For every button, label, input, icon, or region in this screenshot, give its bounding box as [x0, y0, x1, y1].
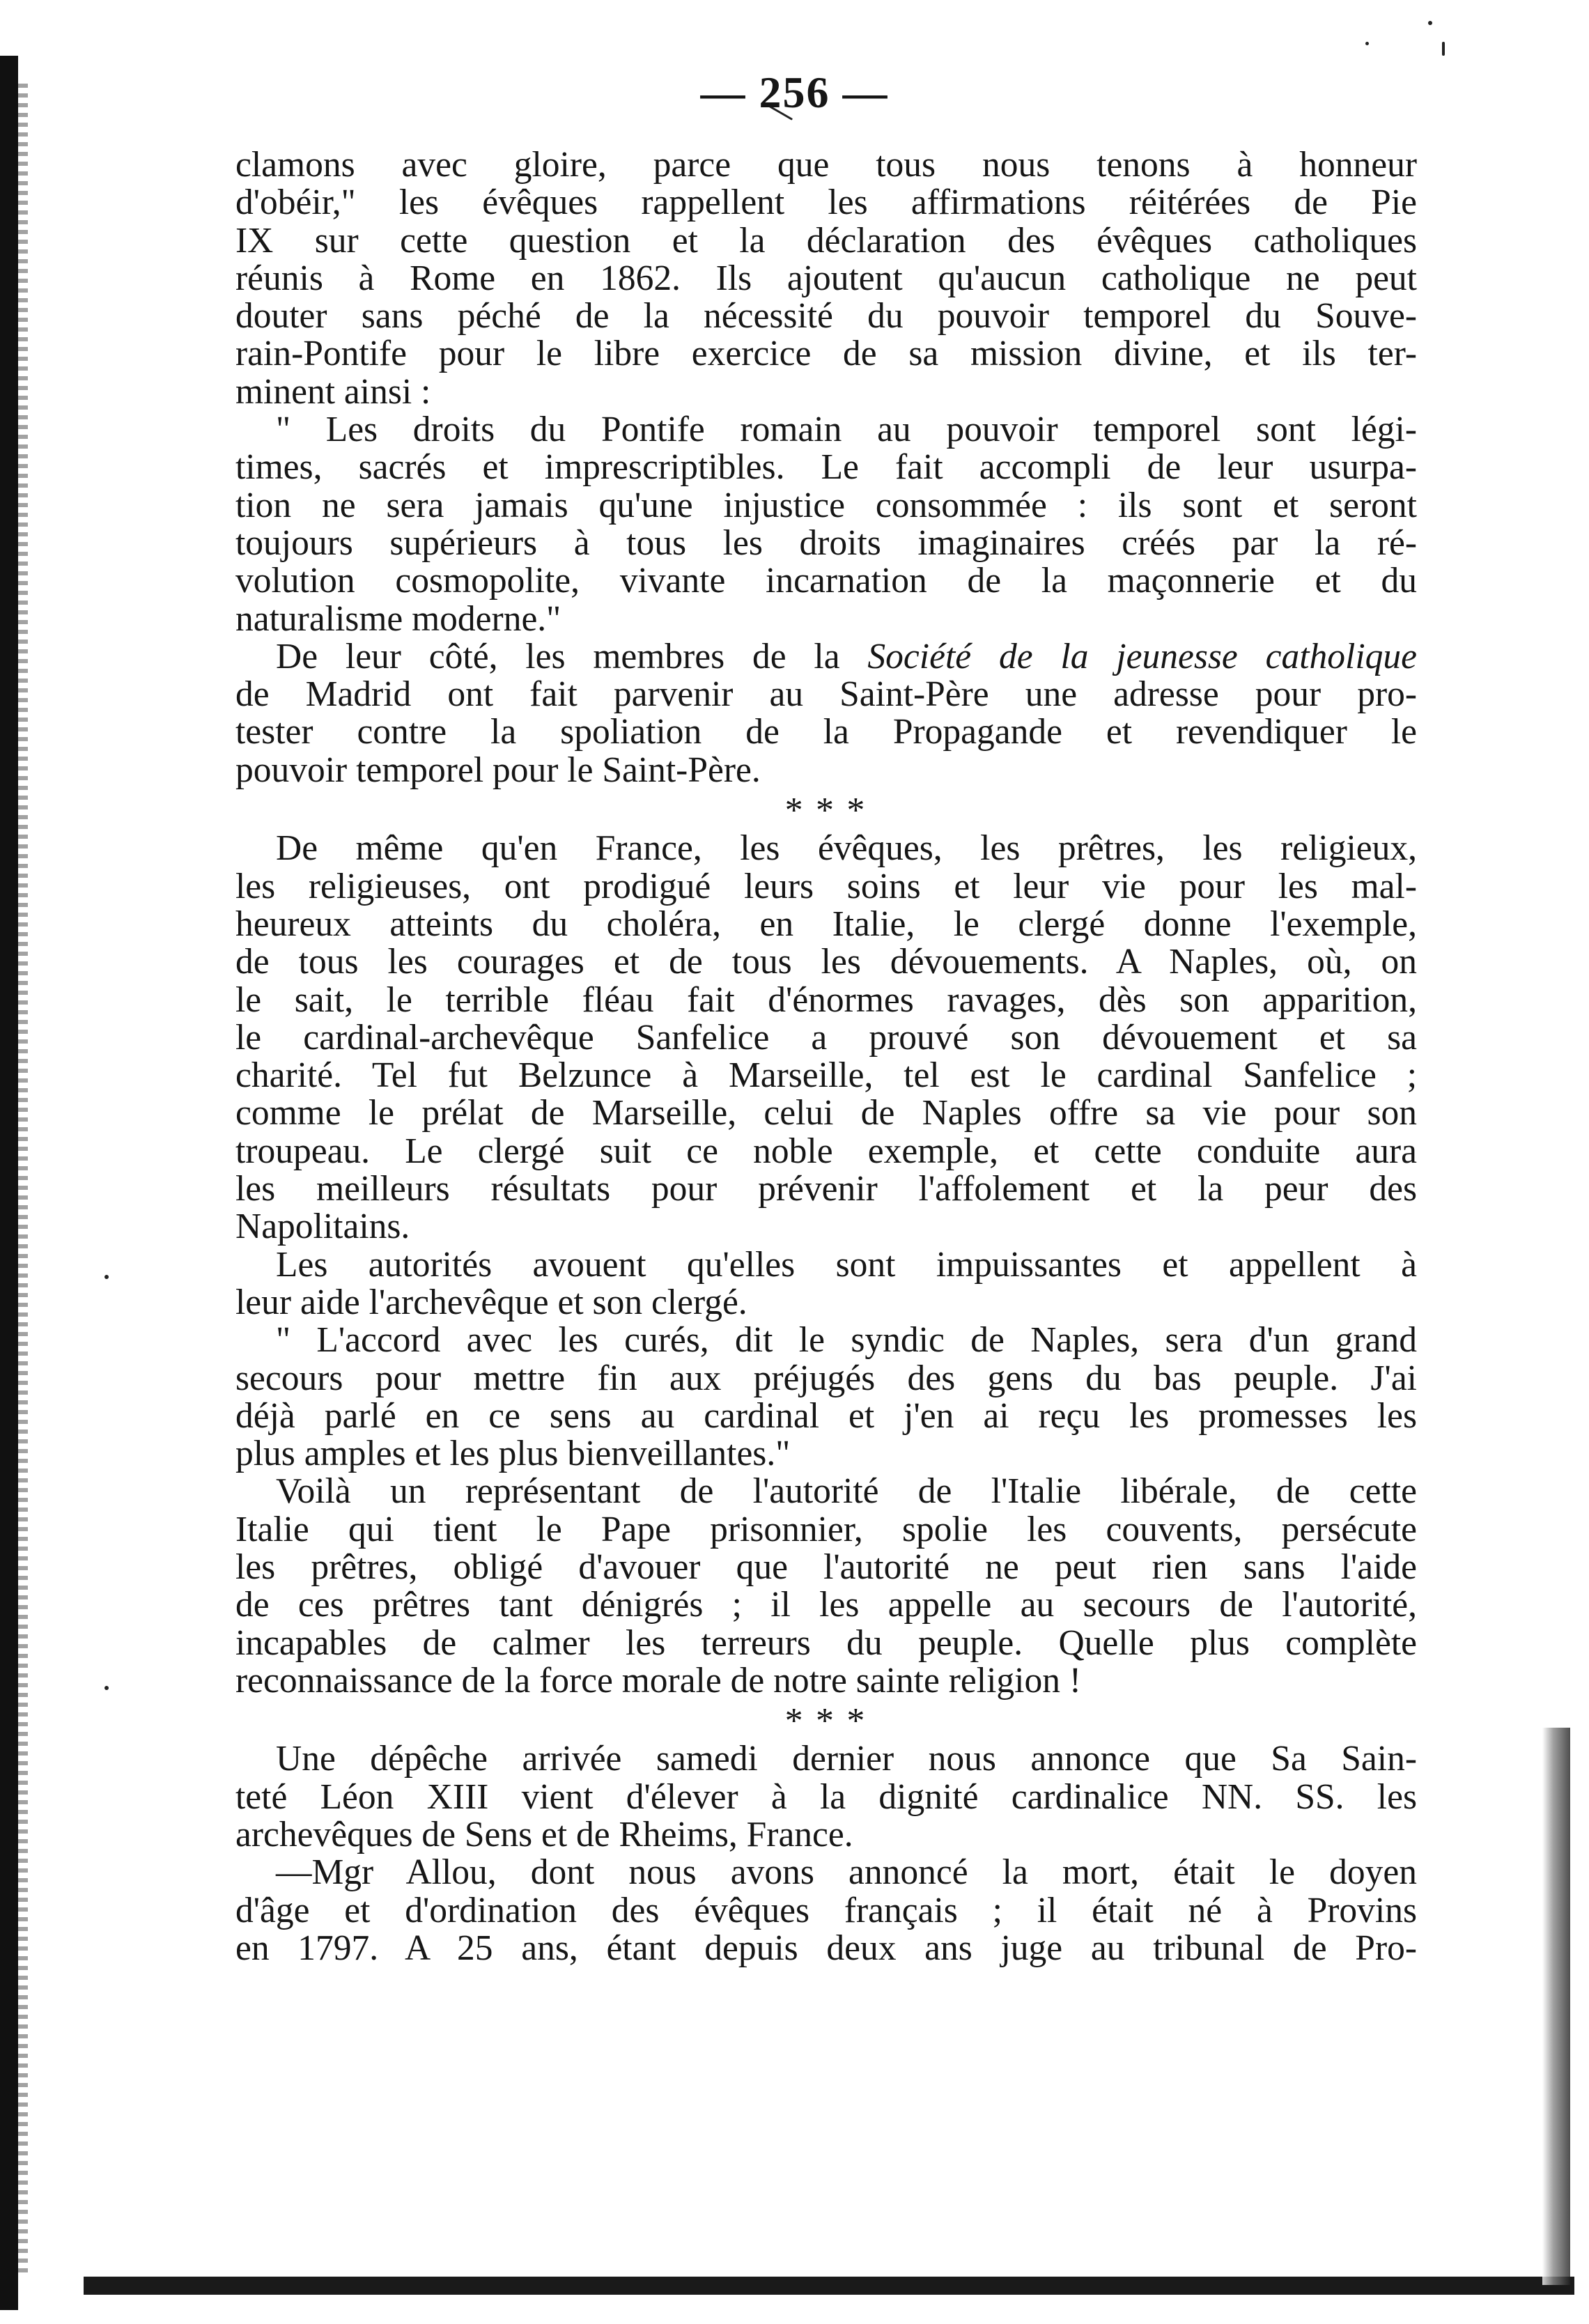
text-line: " L'accord avec les curés, dit le syndic de Naples, sera d'un grand	[276, 1320, 1417, 1361]
text-line: tion ne sera jamais qu'une injustice consommée : ils sont et seront	[235, 485, 1417, 525]
text-line: minent ainsi :	[235, 371, 431, 412]
text-line: d'âge et d'ordination des évêques français ; il était né à Provins	[235, 1890, 1417, 1930]
text-line: teté Léon XIII vient d'élever à la dignité cardinalice NN. SS. les	[235, 1776, 1417, 1817]
text-line: de ces prêtres tant dénigrés ; il les appelle au secours de l'autorité,	[235, 1585, 1417, 1625]
text-line: " Les droits du Pontife romain au pouvoir temporel sont légi-	[276, 410, 1417, 450]
text-line: le sait, le terrible fléau fait d'énormes ravages, dès son apparition,	[235, 979, 1417, 1020]
text-line: plus amples et les plus bienveillantes."	[235, 1434, 791, 1474]
text-line: d'obéir," les évêques rappellent les affirmations réitérées de Pie	[235, 183, 1417, 223]
text-line: volution cosmopolite, vivante incarnation de la maçonnerie et du	[235, 561, 1417, 601]
text-line: douter sans péché de la nécessité du pouvoir temporel du Souve-	[235, 296, 1417, 336]
text-line: comme le prélat de Marseille, celui de Naples offre sa vie pour son	[235, 1093, 1417, 1133]
scan-speck	[1428, 21, 1432, 25]
text-line: rain-Pontife pour le libre exercice de sa mission divine, et ils ter-	[235, 334, 1417, 374]
text-line: charité. Tel fut Belzunce à Marseille, tel est le cardinal Sanfelice ;	[235, 1055, 1417, 1096]
text-line: clamons avec gloire, parce que tous nous tenons à honneur	[235, 145, 1417, 185]
scan-right-edge	[1542, 1728, 1570, 2285]
text-line: times, sacrés et imprescriptibles. Le fait accompli de leur usurpa-	[235, 447, 1417, 488]
text-line: troupeau. Le clergé suit ce noble exemple, et cette conduite aura	[235, 1131, 1417, 1171]
italic-title: Société de la jeunesse catholique	[867, 636, 1418, 676]
scan-binding-edge	[0, 56, 18, 2310]
text-line: les religieuses, ont prodigué leurs soins et leur vie pour les mal-	[235, 866, 1417, 906]
text-line: heureux atteints du choléra, en Italie, le clergé donne l'exemple,	[235, 904, 1417, 944]
text-line: incapables de calmer les terreurs du peuple. Quelle plus complète	[235, 1622, 1417, 1663]
text-line: secours pour mettre fin aux préjugés des gens du bas peuple. J'ai	[235, 1358, 1417, 1398]
text-line: archevêques de Sens et de Rheims, France.	[235, 1815, 853, 1855]
text-line: pouvoir temporel pour le Saint-Père.	[235, 750, 761, 790]
text-line: IX sur cette question et la déclaration des évêques catholiques	[235, 220, 1417, 261]
text-line: reconnaissance de la force morale de notre sainte religion !	[235, 1660, 1081, 1701]
text-line: Italie qui tient le Pape prisonnier, spolie les couvents, persécute	[235, 1509, 1417, 1549]
scan-speck	[1442, 42, 1445, 56]
text-line: Les autorités avouent qu'elles sont impuissantes et appellent à	[276, 1244, 1417, 1285]
text-line: de tous les courages et de tous les dévouements. A Naples, où, on	[235, 942, 1417, 982]
text-line: les meilleurs résultats pour prévenir l'affolement et la peur des	[235, 1169, 1417, 1209]
text-line: Napolitains.	[235, 1207, 410, 1247]
text-line: tester contre la spoliation de la Propagande et revendiquer le	[235, 712, 1417, 752]
scan-binding-shadow	[18, 84, 28, 2278]
text-line: —Mgr Allou, dont nous avons annoncé la mort, était le doyen	[276, 1852, 1417, 1893]
text-line: déjà parlé en ce sens au cardinal et j'en ai reçu les promesses les	[235, 1395, 1417, 1436]
text-line: leur aide l'archevêque et son clergé.	[235, 1282, 747, 1322]
text-line: toujours supérieurs à tous les droits imaginaires créés par la ré-	[235, 522, 1417, 563]
scan-bottom-edge	[84, 2277, 1574, 2295]
scan-speck	[1365, 42, 1369, 45]
text-line: en 1797. A 25 ans, étant depuis deux ans juge au tribunal de Pro-	[235, 1928, 1417, 1968]
scan-speck	[104, 1275, 109, 1279]
article-text	[235, 146, 1417, 1967]
text-line: réunis à Rome en 1862. Ils ajoutent qu'aucun catholique ne peut	[235, 258, 1417, 298]
text-line: Une dépêche arrivée samedi dernier nous annonce que Sa Sain-	[276, 1739, 1417, 1779]
scan-speck	[104, 1686, 109, 1690]
section-separator: * * *	[784, 791, 868, 831]
text-line: le cardinal-archevêque Sanfelice a prouvé son dévouement et sa	[235, 1017, 1417, 1058]
text-line: de Madrid ont fait parvenir au Saint-Père une adresse pour pro-	[235, 674, 1417, 715]
text-line: Voilà un représentant de l'autorité de l'Italie libérale, de cette	[276, 1471, 1417, 1512]
section-separator: * * *	[784, 1701, 868, 1742]
text-line: De même qu'en France, les évêques, les prêtres, les religieux,	[276, 828, 1417, 869]
text-line: naturalisme moderne."	[235, 598, 561, 639]
text-line: les prêtres, obligé d'avouer que l'autorité ne peut rien sans l'aide	[235, 1547, 1417, 1587]
page-number: — 256 —	[700, 68, 889, 117]
text-line: De leur côté, les membres de la Société de la jeunesse catholique	[276, 636, 1418, 676]
